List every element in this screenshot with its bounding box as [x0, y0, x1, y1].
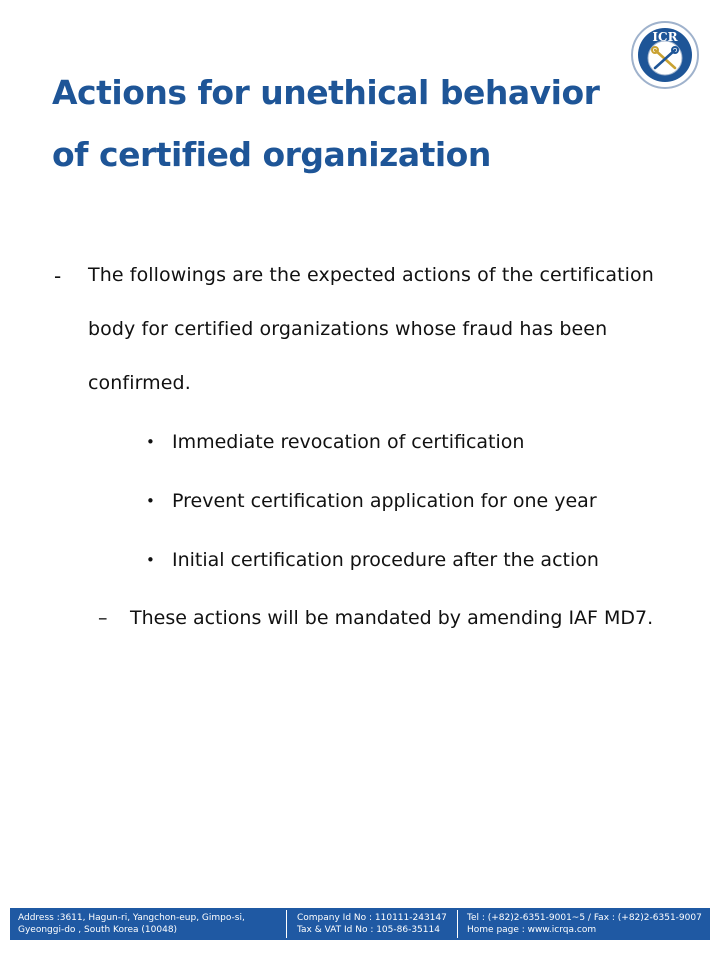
footer-phone-fax: Tel : (+82)2-6351-9001~5 / Fax : (+82)2-6351-9007 [467, 913, 702, 923]
footer-address-line2: Gyeonggi-do , South Korea (10048) [18, 925, 178, 935]
bullet-text: Initial certification procedure after the action [172, 549, 599, 571]
bullet-dot: • [146, 551, 155, 569]
list-dash: - [54, 264, 62, 288]
intro-text: The followings are the expected actions of the certification body for certified organizations whose fraud has been confirmed. [88, 264, 654, 394]
closing-text: These actions will be mandated by amending IAF MD7. [130, 607, 654, 629]
icr-logo-text: ICR [652, 30, 678, 44]
bullet-dot: • [146, 492, 155, 510]
bullet-dot: • [146, 433, 155, 451]
footer-address-line1: Address :3611, Hagun-ri, Yangchon-eup, Gimpo-si, [18, 913, 245, 923]
icr-logo [630, 20, 700, 90]
sub-dash: – [98, 607, 108, 629]
bullet-text: Prevent certification application for one year [172, 490, 597, 512]
footer-divider [286, 910, 287, 938]
footer-tax-id: Tax & VAT Id No : 105-86-35114 [297, 925, 440, 935]
footer-divider [457, 910, 458, 938]
bullet-text: Immediate revocation of certification [172, 431, 525, 453]
footer-contact [467, 912, 707, 936]
footer-address [18, 912, 284, 936]
page-title: Actions for unethical behavior of certified organization [52, 73, 600, 174]
footer-company-ids [297, 912, 457, 936]
footer-bar [10, 908, 710, 940]
footer-company-id: Company Id No : 110111-243147 [297, 913, 447, 923]
footer-homepage: Home page : www.icrqa.com [467, 925, 597, 935]
